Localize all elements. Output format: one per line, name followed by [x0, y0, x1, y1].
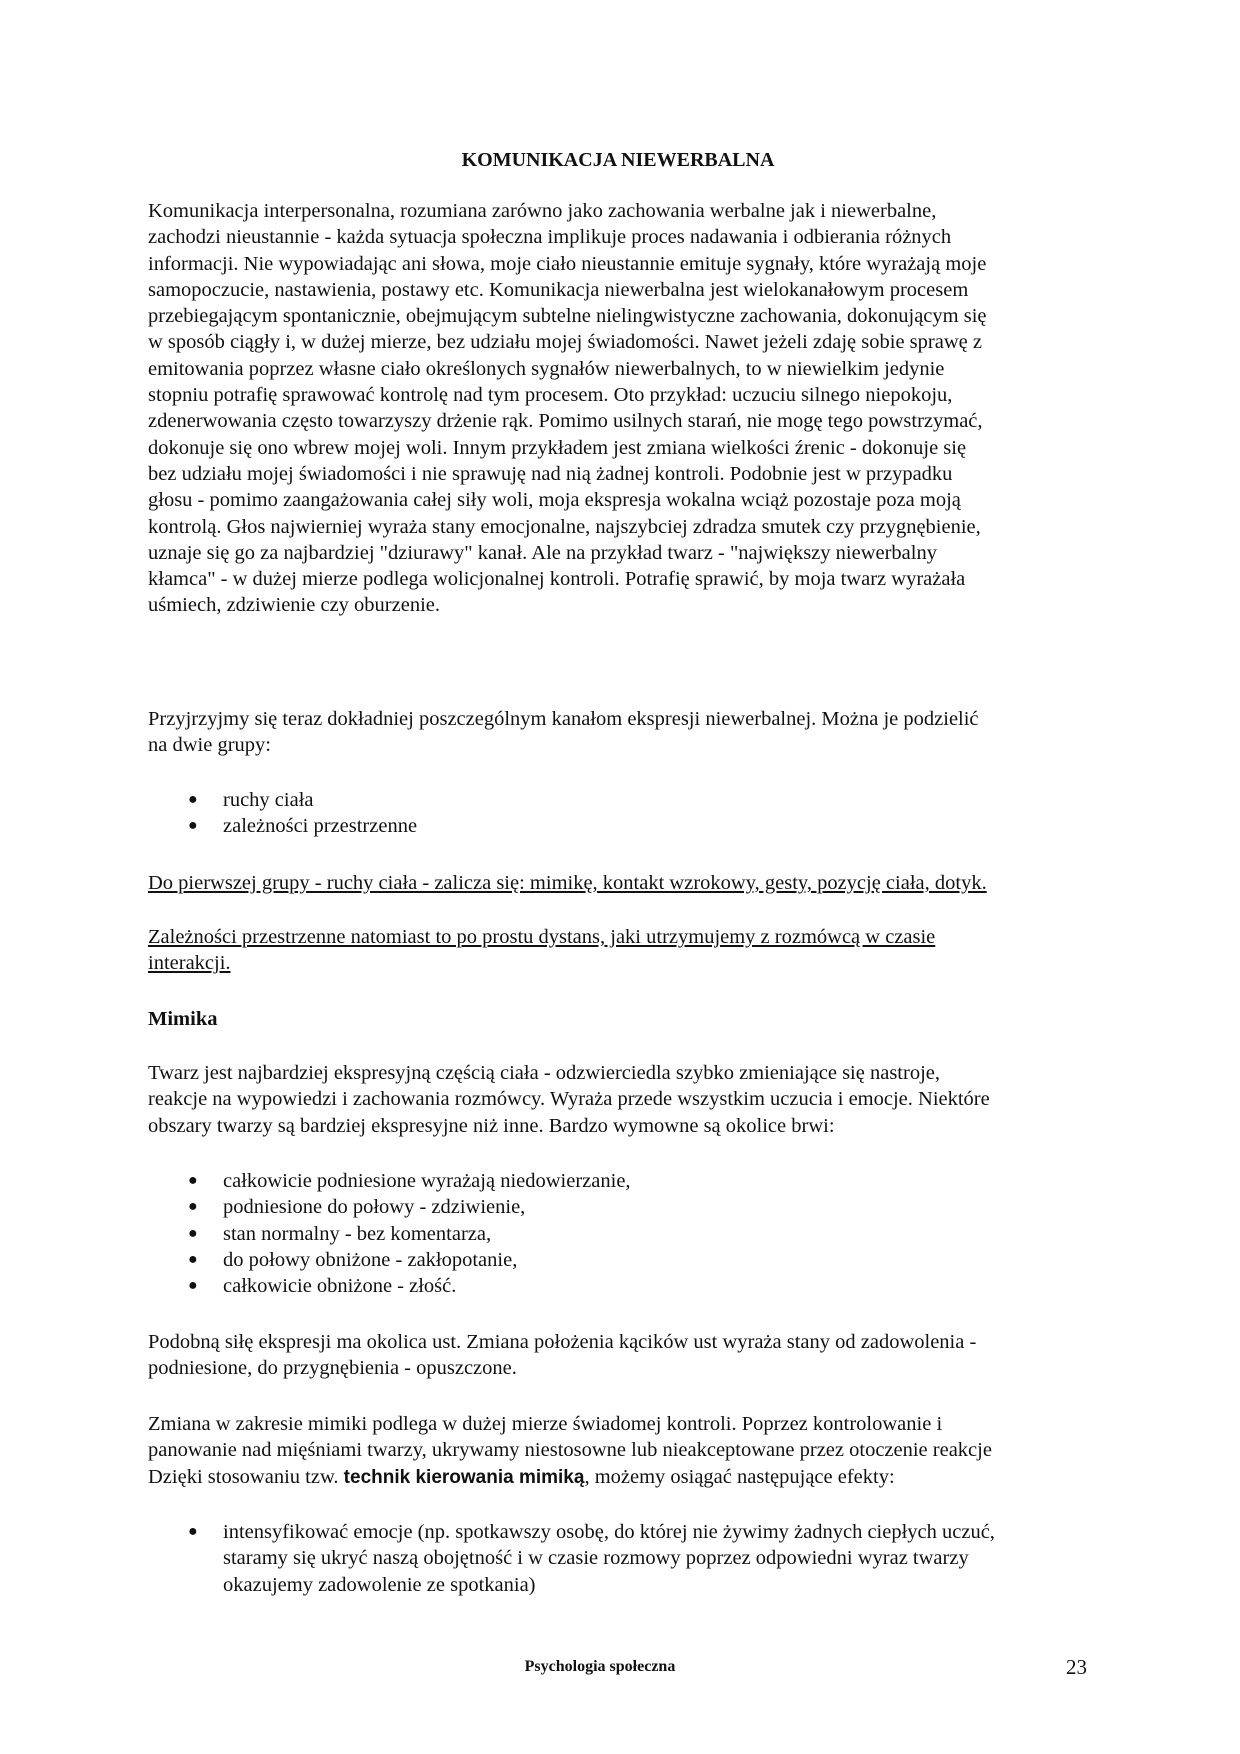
list-item — [148, 1194, 1098, 1220]
intro-line: samopoczucie, nastawienia, postawy etc. Komunikacja niewerbalna jest wielokanałowym procesem — [148, 278, 969, 301]
face-line: Twarz jest najbardziej ekspresyjną częścią ciała - odzwierciedla szybko zmieniające się nastroje, — [148, 1062, 940, 1084]
intro-line: zachodzi nieustannie - każda sytuacja społeczna implikuje proces nadawania i odbierania różnych — [148, 226, 952, 249]
bullet-icon: ● — [188, 1224, 198, 1242]
bullet-icon: ● — [188, 817, 198, 835]
intro-line: kontrolą. Głos najwierniej wyraża stany emocjonalne, najszybciej zdradza smutek czy przygnębienie, — [148, 515, 981, 538]
bullet-icon: ● — [188, 1172, 198, 1189]
list-item — [148, 813, 1098, 839]
list-item-text: całkowicie obniżone - złość. — [223, 1275, 457, 1298]
intro-line: kłamca" - w dużej mierze podlega wolicjonalnej kontroli. Potrafię sprawić, by moja twarz wyrażała — [148, 568, 966, 591]
intro-line: w sposób ciągły i, w dużej mierze, bez udziału mojej świadomości. Nawet jeżeli zdaję sobie sprawę z — [148, 331, 982, 354]
face-paragraph — [148, 1060, 1098, 1139]
mouth-paragraph — [148, 1329, 1098, 1382]
bold-term: technik kierowania mimiką — [343, 1466, 585, 1488]
page-number: 23 — [1066, 1655, 1087, 1679]
list-item-text: zależności przestrzenne — [223, 815, 418, 838]
list-item-text: całkowicie podniesione wyrażają niedowierzanie, — [223, 1170, 631, 1192]
effects-list — [148, 1519, 1098, 1598]
first-group-paragraph — [148, 870, 1098, 896]
channels-paragraph — [148, 706, 1098, 759]
list-item-text: okazujemy zadowolenie ze spotkania) — [223, 1573, 536, 1596]
intro-line: bez udziału mojej świadomości i nie sprawuję nad nią żadnej kontroli. Podobnie jest w przypadku — [148, 462, 953, 485]
mouth-line: Podobną siłę ekspresji ma okolica ust. Zmiana położenia kącików ust wyraża stany od zadowolenia - — [148, 1331, 977, 1353]
intro-line: dokonuje się ono wbrew mojej woli. Innym przykładem jest zmiana wielkości źrenic - dokonuje się — [148, 436, 967, 459]
bullet-icon: ● — [188, 1277, 198, 1295]
intro-paragraph — [148, 198, 1098, 619]
face-line: reakcje na wypowiedzi i zachowania rozmówcy. Wyraża przede wszystkim uczucia i emocje. Niektóre — [148, 1088, 990, 1111]
list-item — [148, 1519, 1098, 1598]
intro-line: Komunikacja interpersonalna, rozumiana zarówno jako zachowania werbalne jak i niewerbalne, — [148, 200, 937, 222]
intro-line: uznaje się go za najbardziej "dziurawy" kanał. Ale na przykład twarz - "największy niewerbalny — [148, 541, 937, 564]
list-item — [148, 787, 1098, 813]
section-heading-mimika — [148, 1006, 1098, 1032]
brows-list — [148, 1168, 1098, 1299]
intro-line: uśmiech, zdziwienie czy oburzenie. — [148, 594, 440, 617]
intro-line: informacji. Nie wypowiadając ani słowa, moje ciało nieustannie emituje sygnały, które wyrażają moje — [148, 252, 987, 275]
control-line — [148, 1464, 1098, 1491]
page-title: KOMUNIKACJA NIEWERBALNA — [461, 149, 775, 171]
list-item-text: ruchy ciała — [223, 789, 314, 811]
list-item-text: do połowy obniżone - zakłopotanie, — [223, 1248, 518, 1271]
list-item — [148, 1247, 1098, 1273]
intro-line: zdenerwowania często towarzyszy drżenie rąk. Pomimo usilnych starań, nie mogę tego powstrzymać, — [148, 410, 983, 433]
intro-line: emitowania poprzez własne ciało określonych sygnałów niewerbalnych, to w niewielkim jedynie — [148, 357, 945, 380]
intro-line: stopniu potrafię sprawować kontrolę nad tym procesem. Oto przykład: uczuciu silnego niepokoju, — [148, 384, 953, 407]
face-line: obszary twarzy są bardziej ekspresyjne niż inne. Bardzo wymowne są okolice brwi: — [148, 1114, 835, 1137]
spatial-paragraph — [148, 924, 1098, 977]
spatial-line: interakcji. — [148, 952, 231, 975]
list-item-text: intensyfikować emocje (np. spotkawszy osobę, do której nie żywimy żadnych ciepłych uczuć, — [223, 1521, 995, 1543]
list-item-text: stan normalny - bez komentarza, — [223, 1222, 492, 1245]
intro-line: głosu - pomimo zaangażowania całej siły woli, moja ekspresja wokalna wciąż pozostaje poza moją — [148, 489, 961, 512]
bullet-icon: ● — [188, 791, 198, 808]
control-paragraph — [148, 1411, 1098, 1491]
control-line: Zmiana w zakresie mimiki podlega w dużej mierze świadomej kontroli. Poprzez kontrolowanie i — [148, 1413, 943, 1435]
bullet-icon: ● — [188, 1523, 198, 1540]
groups-list — [148, 787, 1098, 840]
spatial-line: Zależności przestrzenne natomiast to po prostu dystans, jaki utrzymujemy z rozmówcą w czasie — [148, 926, 936, 948]
list-item — [148, 1273, 1098, 1299]
bullet-icon: ● — [188, 1250, 198, 1268]
first-group-line: Do pierwszej grupy - ruchy ciała - zalicza się: mimikę, kontakt wzrokowy, gesty, pozycję ciała, dotyk. — [148, 872, 987, 894]
channels-line: Przyjrzyjmy się teraz dokładniej poszczególnym kanałom ekspresji niewerbalnej. Można je podzielić — [148, 708, 979, 730]
section-heading-text: Mimika — [148, 1008, 218, 1030]
bullet-icon: ● — [188, 1198, 198, 1216]
control-line: panowanie nad mięśniami twarzy, ukrywamy niestosowne lub nieakceptowane przez otoczenie reakcje — [148, 1439, 992, 1462]
list-item — [148, 1221, 1098, 1247]
list-item — [148, 1168, 1098, 1194]
footer-title: Psychologia społeczna — [524, 1658, 676, 1675]
channels-line: na dwie grupy: — [148, 734, 271, 757]
list-item-text: staramy się ukryć naszą obojętność i w czasie rozmowy poprzez odpowiedni wyraz twarzy — [223, 1547, 969, 1570]
mouth-line: podniesione, do przygnębienia - opuszczone. — [148, 1357, 517, 1380]
list-item-text: podniesione do połowy - zdziwienie, — [223, 1196, 526, 1219]
control-text-before: Dzięki stosowaniu tzw. — [148, 1465, 339, 1488]
intro-line: przebiegającym spontanicznie, obejmującym subtelne nielingwistyczne zachowania, dokonującym się — [148, 305, 987, 328]
control-text-after: , możemy osiągać następujące efekty: — [584, 1465, 895, 1488]
